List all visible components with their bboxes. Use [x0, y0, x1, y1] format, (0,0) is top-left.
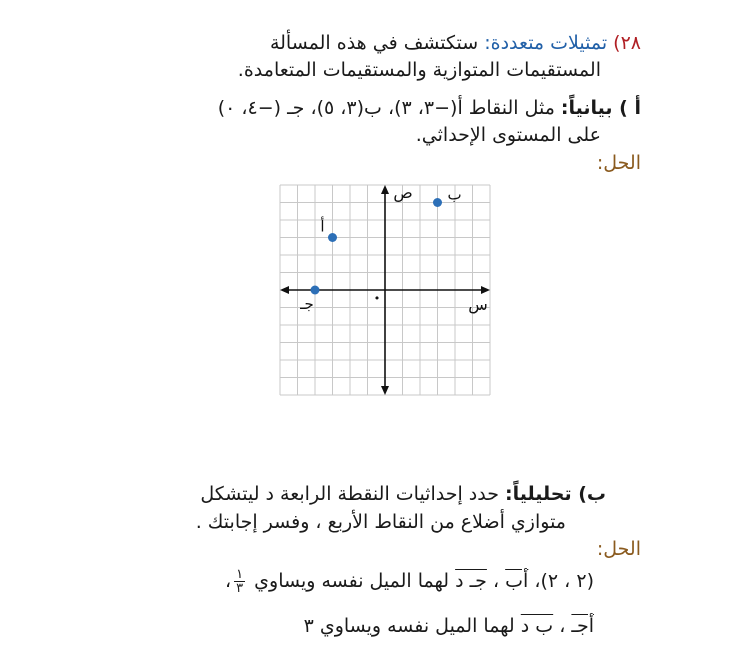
point-label: ب: [447, 185, 462, 204]
fraction-denominator: ٣: [236, 581, 244, 596]
part-a-line-2: [416, 122, 601, 148]
x-axis-arrow-left: [280, 286, 289, 294]
problem-intro-1: ستكتشف في هذه المسألة: [269, 32, 479, 54]
problem-intro-2: المستقيمات المتوازية والمستقيمات المتعامدة.: [237, 59, 601, 81]
part-a-solution-label: الحل:: [596, 152, 641, 174]
problem-number: ٢٨): [613, 32, 641, 54]
answer-1-end: ،: [224, 570, 232, 592]
x-axis-arrow-right: [481, 286, 490, 294]
segment-bd: ب د: [520, 615, 554, 637]
answer-line-1: [225, 568, 594, 595]
slope-fraction: [234, 568, 245, 595]
part-a-label: أ ) بيانياً:: [560, 97, 641, 119]
point-3-5: [433, 198, 442, 207]
answer-1-coordinate: (٢ ، ٢)،: [534, 570, 594, 592]
problem-topic: تمثيلات متعددة:: [484, 32, 608, 54]
part-b-text-2: متوازي أضلاع من النقاط الأربع ، وفسر إجابتك .: [195, 511, 566, 533]
answer-1-separator: ،: [492, 570, 500, 592]
y-axis-label: ص: [393, 183, 413, 202]
origin-label: •: [373, 292, 381, 305]
answer-line-2: [304, 613, 594, 639]
part-a-line-1: [218, 95, 641, 121]
problem-header-line: [270, 30, 641, 56]
problem-intro-line-2: [238, 57, 601, 83]
point--4-0: [311, 286, 320, 295]
point-label: جـ: [300, 295, 314, 313]
part-b-line-2: [196, 509, 566, 535]
answer-1-text: لهما الميل نفسه ويساوي: [254, 570, 450, 592]
part-a-text-2: على المستوى الإحداثي.: [415, 124, 601, 146]
part-b-label: ب) تحليلياً:: [505, 483, 606, 505]
answer-2-text: لهما الميل نفسه ويساوي ٣: [303, 615, 515, 637]
part-b-solution-label: الحل:: [596, 538, 641, 560]
part-b-text-1: حدد إحداثيات النقطة الرابعة د ليتشكل: [200, 483, 499, 505]
part-b-line-1: [200, 481, 606, 507]
x-axis-label: س: [468, 295, 488, 314]
y-axis-arrow-down: [381, 386, 389, 395]
point--3-3: [328, 233, 337, 242]
segment-cd: جـ د: [455, 570, 487, 592]
segment-ac: أجـ: [571, 615, 594, 637]
y-axis-arrow-up: [381, 185, 389, 194]
answer-2-separator: ،: [559, 615, 566, 637]
fraction-numerator: ١: [236, 567, 244, 582]
coordinate-graph: [275, 180, 488, 412]
segment-ab: أب: [505, 570, 529, 592]
part-a-text-1: مثل النقاط أ(−٣، ٣)، ب(٣، ٥)، جـ (−٤، ٠): [217, 97, 555, 119]
point-label: أ: [320, 217, 325, 236]
